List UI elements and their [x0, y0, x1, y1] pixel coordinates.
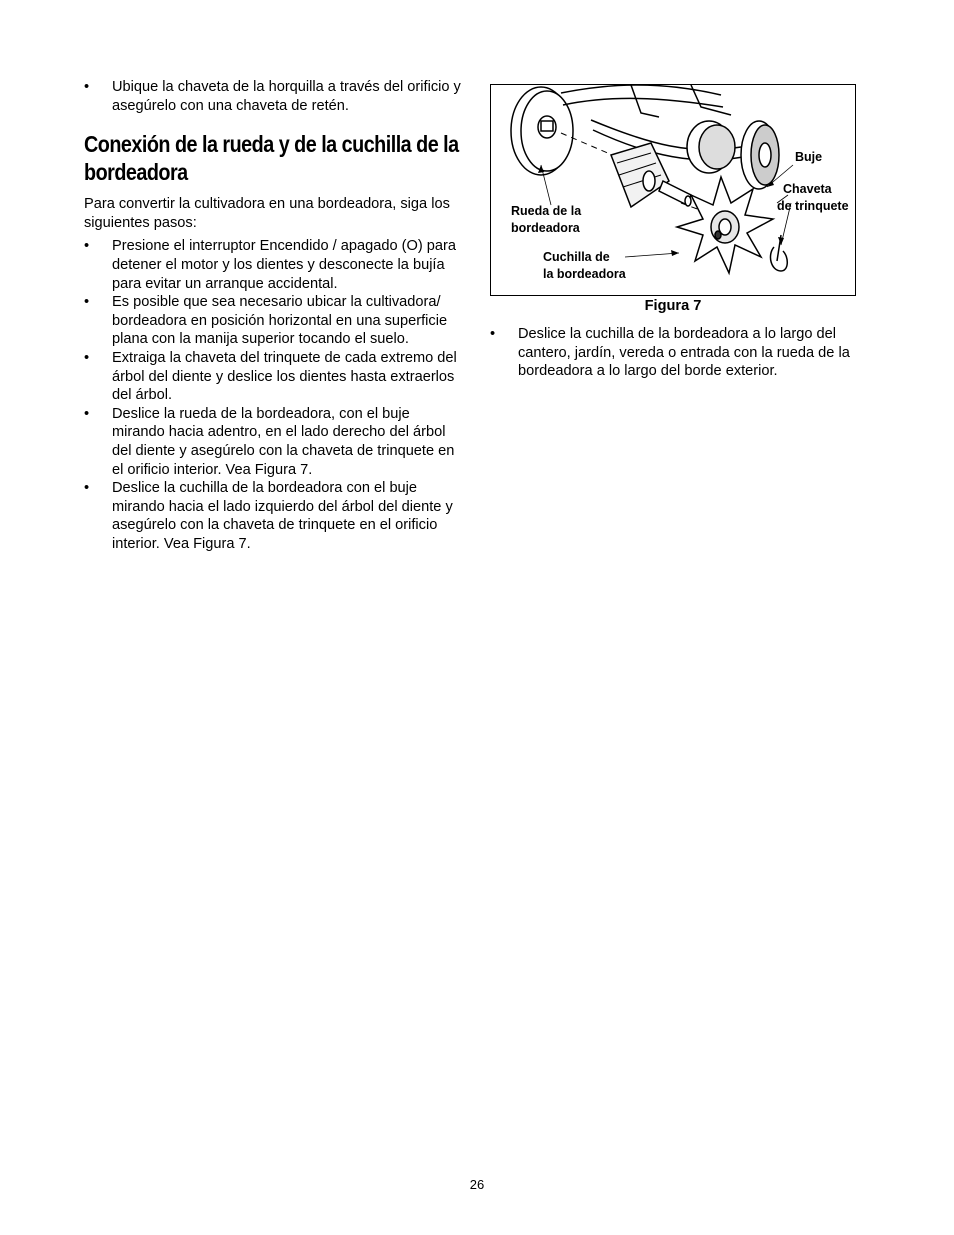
bullet-glyph: • [84, 405, 90, 422]
steps-list [84, 237, 464, 553]
intro-paragraph: Para convertir la cultivadora en una bordeadora, siga los siguientes pasos: [84, 196, 450, 231]
edger-blade-shape [677, 177, 773, 273]
step-text: Deslice la cuchilla de la bordeadora a lo largo del cantero, jardín, vereda o entrada con la rueda de la bordeadora a lo largo del borde exterior. [518, 326, 850, 380]
label-chaveta-trinquete: Chaveta de trinquete [777, 182, 849, 213]
step-text: Deslice la cuchilla de la bordeadora con el buje mirando hacia el lado izquierdo del árbol del diente y asegúrelo con la chaveta de trinquete en el orificio interior. Vea Figura 7. [112, 480, 453, 552]
step-text: Extraiga la chaveta del trinquete de cada extremo del árbol del diente y deslice los dientes hasta extraerlos del árbol. [112, 349, 457, 404]
bullet-glyph: • [84, 79, 90, 95]
step-text: Es posible que sea necesario ubicar la cultivadora/ bordeadora en posición horizontal en una superficie plana con la manija superior tocando el suelo. [112, 294, 448, 348]
figure-caption: Figura 7 [644, 298, 702, 314]
step-text: Presione el interruptor Encendido / apagado (O) para detener el motor y los dientes y desconecte la bujía para evitar un arranque accidental. [112, 238, 456, 292]
step-text: Deslice la rueda de la bordeadora, con el buje mirando hacia adentro, en el lado derecho del árbol del diente y asegúrelo con la chaveta de trinquete en el orificio interior. Vea Figura 7. [112, 405, 455, 478]
list-item [84, 479, 464, 553]
list-item [84, 78, 464, 115]
left-column [84, 78, 464, 553]
list-item [84, 237, 464, 293]
top-bullet-list [84, 78, 464, 115]
list-item [84, 405, 464, 479]
bullet-glyph: • [84, 294, 90, 311]
list-item [84, 349, 464, 405]
list-item [490, 325, 870, 381]
section-heading: Conexión de la rueda y de la cuchilla de la bordeadora [84, 131, 459, 186]
list-item [84, 293, 464, 349]
bullet-glyph: • [84, 349, 90, 366]
label-buje: Buje [795, 150, 823, 164]
right-steps-list [490, 325, 870, 381]
bullet-glyph: • [84, 480, 90, 497]
label-cuchilla-bordeadora: Cuchilla de la bordeadora [543, 250, 626, 281]
bullet-glyph: • [490, 326, 496, 342]
bullet-text: Ubique la chaveta de la horquilla a través del orificio y asegúrelo con una chaveta de retén. [112, 79, 461, 114]
figure-7-box [490, 84, 856, 296]
page-number: 26 [469, 1177, 485, 1192]
label-rueda-bordeadora: Rueda de la bordeadora [511, 204, 582, 235]
ratchet-pin-shape [770, 235, 787, 271]
bullet-glyph: • [84, 238, 90, 255]
